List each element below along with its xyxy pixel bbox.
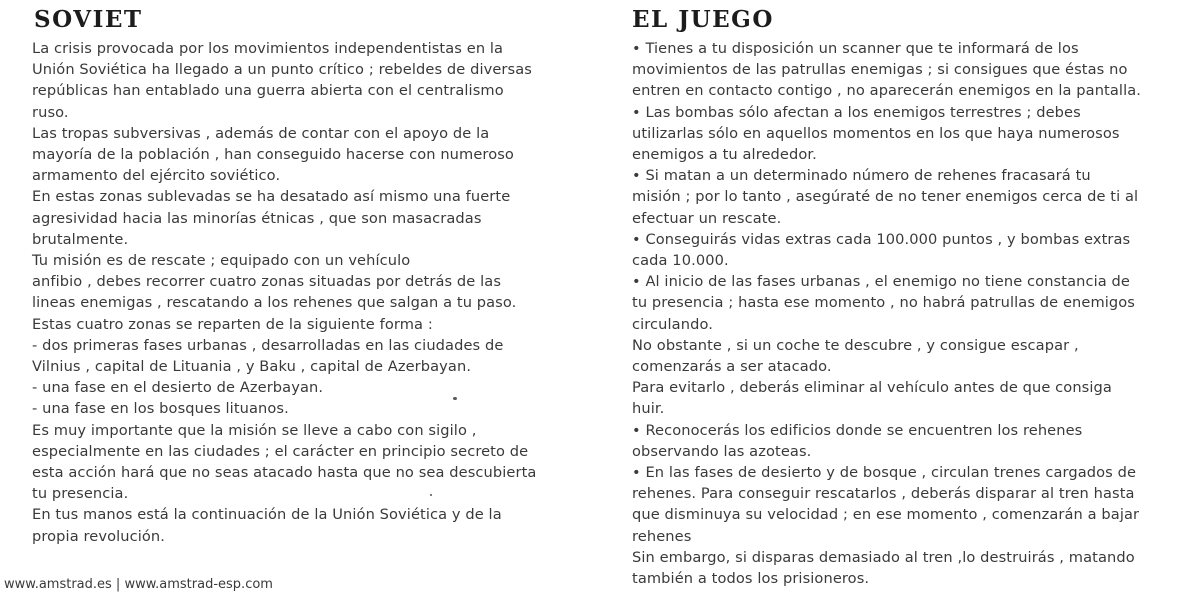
text-line: mayoría de la población , han conseguido hacerse con numeroso xyxy=(32,146,514,164)
text-line: misión ; por lo tanto , asegúraté de no tener enemigos cerca de ti al xyxy=(632,188,1139,206)
text-line: • Las bombas sólo afectan a los enemigos terrestres ; debes xyxy=(632,103,1081,121)
site-footer: www.amstrad.es | www.amstrad-esp.com xyxy=(4,577,273,592)
text-line: tu presencia ; hasta ese momento , no habrá patrullas de enemigos xyxy=(632,294,1136,312)
text-line: también a todos los prisioneros. xyxy=(632,570,870,588)
text-line: - dos primeras fases urbanas , desarrolladas en las ciudades de xyxy=(32,336,504,354)
text-line: huir. xyxy=(632,400,665,418)
text-line: - una fase en el desierto de Azerbayan. xyxy=(32,379,324,397)
text-line: armamento del ejército soviético. xyxy=(32,167,281,185)
text-line: En tus manos está la continuación de la Unión Soviética y de la xyxy=(32,506,502,524)
text-line: • Conseguirás vidas extras cada 100.000 puntos , y bombas extras xyxy=(632,230,1131,248)
text-line: agresividad hacia las minorías étnicas , que son masacradas xyxy=(32,209,482,227)
text-line: circulando. xyxy=(632,315,713,333)
text-line: utilizarlas sólo en aquellos momentos en los que haya numerosos xyxy=(632,124,1120,142)
text-line: • Si matan a un determinado número de rehenes fracasará tu xyxy=(632,167,1091,185)
text-line: movimientos de las patrullas enemigas ; si consigues que éstas no xyxy=(632,61,1128,79)
text-line: Las tropas subversivas , además de contar con el apoyo de la xyxy=(32,124,490,142)
soviet-title: SOVIET xyxy=(34,6,143,33)
text-line: especialmente en las ciudades ; el carácter en principio secreto de xyxy=(32,442,529,460)
soviet-body xyxy=(32,38,597,547)
text-line: rehenes xyxy=(632,527,692,545)
text-line: enemigos a tu alrededor. xyxy=(632,146,817,164)
text-line: cada 10.000. xyxy=(632,252,729,270)
text-line: tu presencia. xyxy=(32,485,129,503)
text-line: comenzarás a ser atacado. xyxy=(632,358,832,376)
juego-body xyxy=(632,38,1200,589)
text-line: En estas zonas sublevadas se ha desatado así mismo una fuerte xyxy=(32,188,511,206)
text-line: Unión Soviética ha llegado a un punto crítico ; rebeldes de diversas xyxy=(32,61,532,79)
text-line: • Al inicio de las fases urbanas , el enemigo no tiene constancia de xyxy=(632,273,1130,291)
text-line: brutalmente. xyxy=(32,230,129,248)
text-line: que disminuya su velocidad ; en ese momento , comenzarán a bajar xyxy=(632,506,1140,524)
text-line: efectuar un rescate. xyxy=(632,209,782,227)
text-line: No obstante , si un coche te descubre , y consigue escapar , xyxy=(632,336,1079,354)
text-line: esta acción hará que no seas atacado hasta que no sea descubierta xyxy=(32,464,537,482)
text-line: • Reconocerás los edificios donde se encuentren los rehenes xyxy=(632,421,1083,439)
text-line: Es muy importante que la misión se lleve a cabo con sigilo , xyxy=(32,421,477,439)
text-line: observando las azoteas. xyxy=(632,442,812,460)
text-line: propia revolución. xyxy=(32,527,165,545)
text-line: Estas cuatro zonas se reparten de la siguiente forma : xyxy=(32,315,433,333)
text-line: repúblicas han entablado una guerra abierta con el centralismo xyxy=(32,82,504,100)
text-line: lineas enemigas , rescatando a los rehenes que salgan a tu paso. xyxy=(32,294,517,312)
text-line: La crisis provocada por los movimientos independentistas en la xyxy=(32,40,504,57)
text-line: ruso. xyxy=(32,103,69,121)
text-line: • Tienes a tu disposición un scanner que te informará de los xyxy=(632,40,1079,57)
print-speck xyxy=(453,397,457,400)
text-line: anfibio , debes recorrer cuatro zonas situadas por detrás de las xyxy=(32,273,502,291)
print-speck xyxy=(430,494,432,496)
text-line: • En las fases de desierto y de bosque , circulan trenes cargados de xyxy=(632,464,1137,482)
text-line: Para evitarlo , deberás eliminar al vehículo antes de que consiga xyxy=(632,379,1112,397)
text-line: Vilnius , capital de Lituania , y Baku , capital de Azerbayan. xyxy=(32,358,472,376)
text-line: - una fase en los bosques lituanos. xyxy=(32,400,289,418)
text-line: rehenes. Para conseguir rescatarlos , deberás disparar al tren hasta xyxy=(632,485,1135,503)
juego-title: EL JUEGO xyxy=(632,6,774,33)
text-line: Tu misión es de rescate ; equipado con un vehículo xyxy=(32,252,411,270)
text-line: entren en contacto contigo , no aparecerán enemigos en la pantalla. xyxy=(632,82,1142,100)
text-line: Sin embargo, si disparas demasiado al tren ,lo destruirás , matando xyxy=(632,548,1135,566)
